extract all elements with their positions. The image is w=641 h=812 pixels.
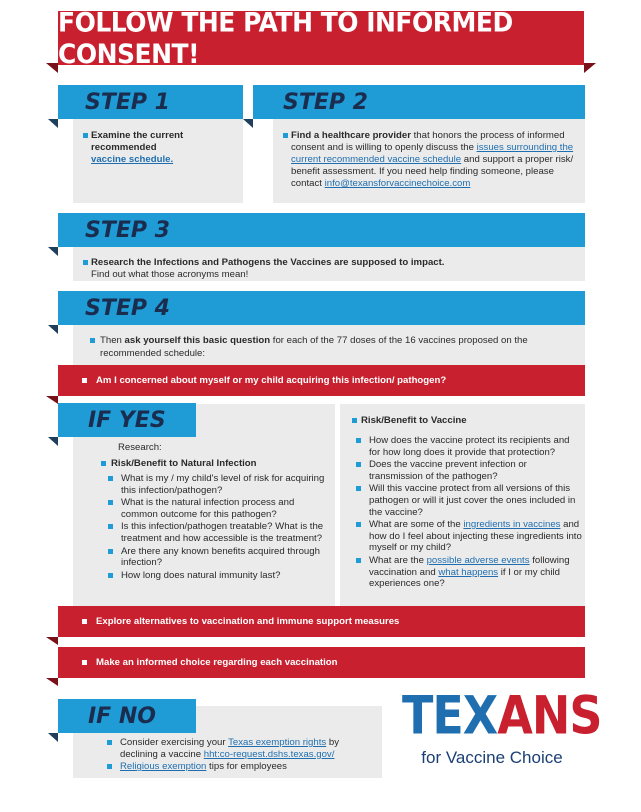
explore-fold [46, 637, 58, 645]
adverse-events-link[interactable]: possible adverse events [426, 554, 530, 566]
vaccine-item: Will this vaccine protect from all versions of this pathogen or will it just cover the ones included in the vaccine? [356, 483, 582, 518]
vaccine-item: How does the vaccine protect its recipients and for how long does it provide that protection? [356, 435, 582, 458]
natural-item: What is the natural infection process and common outcome for this pathogen? [108, 497, 330, 520]
step3-bold: Research the Infections and Pathogens the Vaccines are supposed to impact. [91, 257, 445, 268]
step1-fold [48, 119, 58, 128]
natural-heading: Risk/Benefit to Natural Infection [111, 458, 257, 470]
step2-header [253, 85, 585, 119]
natural-item: How long does natural immunity last? [108, 570, 330, 582]
step4-fold [48, 325, 58, 334]
informed-text: Make an informed choice regarding each vaccination [96, 657, 338, 668]
step2-text1: that honors the process of informed consent and is willing to openly discuss the [291, 130, 565, 153]
explore-bar [58, 606, 585, 637]
if-yes-label: IF YES [88, 407, 166, 433]
step3-header [58, 213, 585, 247]
step4-header [58, 291, 585, 325]
logo-wordmark: TEXANS [402, 683, 602, 747]
step2-fold [243, 119, 253, 128]
ingredients-link[interactable]: ingredients in vaccines [463, 519, 561, 531]
if-yes-fold [48, 437, 58, 446]
research-label: Research: [118, 442, 162, 453]
contact-email-link[interactable]: info@texansforvaccinechoice.com [324, 178, 471, 189]
question-text: Am I concerned about myself or my child acquiring this infection/ pathogen? [96, 375, 447, 386]
natural-item: Are there any known benefits acquired through infection? [108, 546, 330, 569]
exemption-rights-link[interactable]: Texas exemption rights [228, 737, 327, 748]
step3-fold [48, 247, 58, 256]
informed-bar [58, 647, 585, 678]
step1-label: STEP 1 [85, 89, 170, 115]
if-no-fold [48, 733, 58, 742]
vaccine-item: Does the vaccine prevent infection or transmission of the pathogen? [356, 459, 582, 482]
vaccine-item-4: What are some of the ingredients in vaccines and how do I feel about injecting these ingredients into myself or my child? [356, 519, 582, 554]
texans-logo [402, 683, 602, 768]
logo-subtitle: for Vaccine Choice [421, 748, 563, 767]
step4-label: STEP 4 [85, 295, 170, 321]
step4-text [100, 334, 582, 360]
explore-text: Explore alternatives to vaccination and immune support measures [96, 616, 400, 627]
step2-bold: Find a healthcare provider [291, 130, 411, 141]
step2-text2: and support a proper risk/ benefit assessment. If you need help finding someone, please contact [291, 154, 574, 189]
vaccine-schedule-link[interactable]: vaccine schedule. [91, 154, 174, 165]
step3-sub: Find out what those acronyms mean! [91, 269, 249, 280]
step4-text2: for each of the 77 doses of the 16 vaccines proposed on the recommended schedule: [100, 335, 528, 359]
natural-item: What is my / my child's level of risk for acquiring this infection/pathogen? [108, 473, 330, 496]
step1-header [58, 85, 243, 119]
if-yes-header [58, 403, 196, 437]
page-title: FOLLOW THE PATH TO INFORMED CONSENT! [58, 6, 513, 70]
question-fold [46, 396, 58, 404]
vaccine-heading: Risk/Benefit to Vaccine [361, 415, 467, 427]
natural-list [108, 473, 330, 582]
if-no-header [58, 699, 196, 733]
step1-bold: Examine the current recommended [91, 130, 184, 153]
if-no-item-2: Religious exemption tips for employees [107, 761, 375, 773]
what-happens-link[interactable]: what happens [438, 566, 499, 578]
religious-exemption-link[interactable]: Religious exemption [120, 761, 207, 773]
natural-item: Is this infection/pathogen treatable? What is the treatment and how accessible is the treatment? [108, 521, 330, 544]
vaccine-item-5: What are the possible adverse events following vaccination and what happens if I or my child experiences one? [356, 555, 582, 590]
if-no-label: IF NO [88, 703, 156, 729]
question-bar [58, 365, 585, 396]
if-no-item-1: Consider exercising your Texas exemption rights by declining a vaccine hht:co-request.dshs.texas.gov/ [107, 737, 375, 760]
if-no-list [107, 737, 375, 774]
informed-fold [46, 678, 58, 686]
banner-fold-left [46, 63, 58, 73]
step4-text1: Then [100, 335, 125, 346]
issues-link[interactable]: issues surrounding the current recommended vaccine schedule [291, 142, 574, 165]
step4-bold: ask yourself this basic question [124, 335, 271, 346]
step1-text [91, 130, 231, 166]
step2-text [291, 130, 579, 190]
step3-label: STEP 3 [85, 217, 170, 243]
dshs-link[interactable]: hht:co-request.dshs.texas.gov/ [203, 748, 335, 760]
banner-fold-right [584, 63, 596, 73]
title-banner [58, 6, 584, 70]
step2-label: STEP 2 [283, 89, 368, 115]
vaccine-list [356, 435, 582, 591]
step3-text [91, 257, 581, 281]
